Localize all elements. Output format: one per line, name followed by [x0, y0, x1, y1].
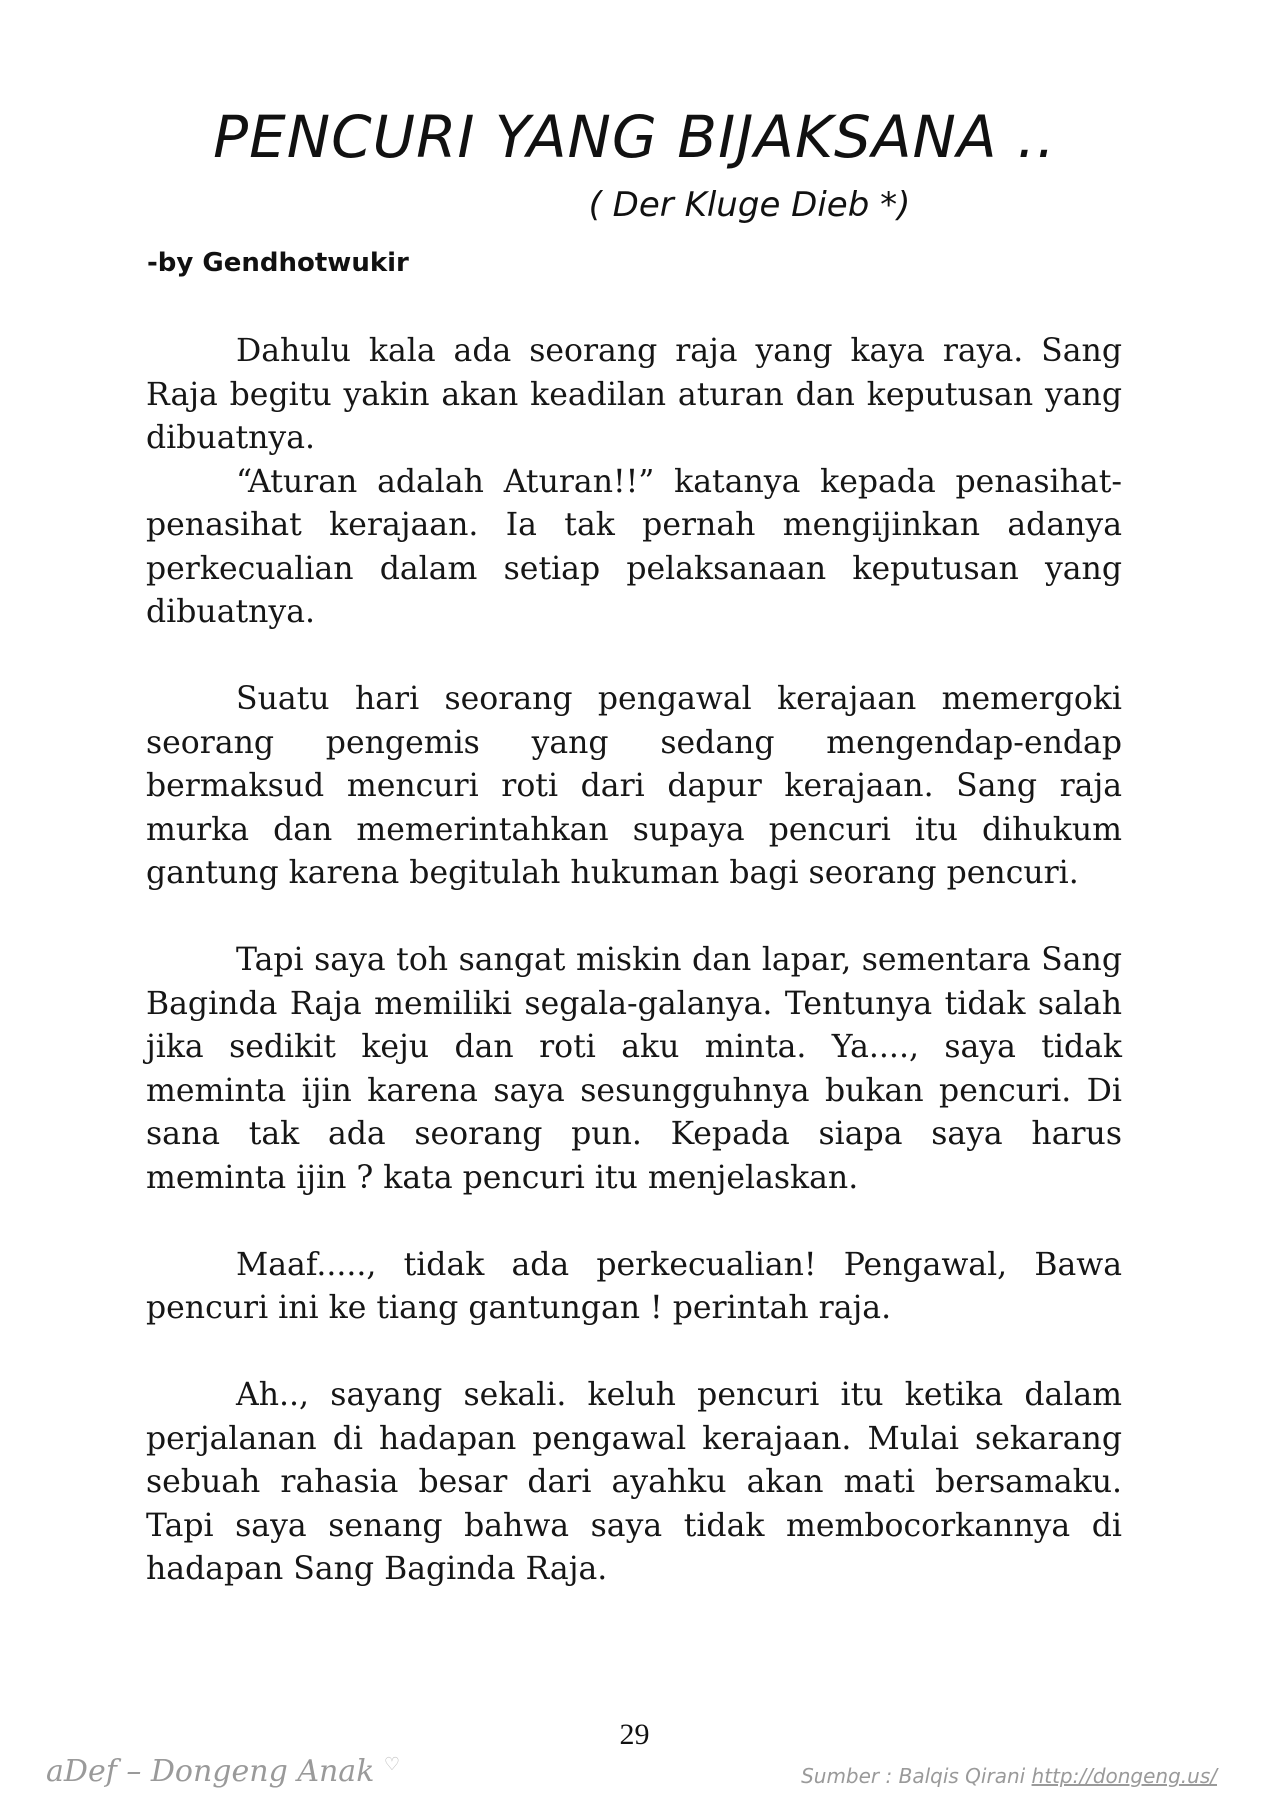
paragraph-1: Dahulu kala ada seorang raja yang kaya raya. Sang Raja begitu yakin akan keadilan aturan dan keputusan yang dibuatnya.	[146, 333, 1122, 456]
paragraph-4: Tapi saya toh sangat miskin dan lapar, sementara Sang Baginda Raja memiliki segala-galanya. Tentunya tidak salah jika sedikit keju dan roti aku minta. Ya...., saya tidak meminta ijin karena saya sesungguhnya bukan pencuri. Di sana tak ada seorang pun. Kepada siapa saya harus meminta ijin ? kata pencuri itu menjelaskan.	[146, 942, 1122, 1196]
story-title: PENCURI YANG BIJAKSANA ..	[213, 103, 1056, 171]
story-subtitle: ( Der Kluge Dieb *)	[588, 185, 911, 225]
paragraph-5: Maaf....., tidak ada perkecualian! Pengawal, Bawa pencuri ini ke tiang gantungan ! perintah raja.	[146, 1246, 1122, 1326]
author-byline: -by Gendhotwukir	[147, 248, 409, 278]
footer-brand-text: aDef – Dongeng Anak	[46, 1754, 375, 1789]
story-body	[146, 330, 1122, 1592]
footer-brand	[46, 1754, 400, 1789]
footer-source	[801, 1764, 1217, 1788]
page-number: 29	[619, 1718, 650, 1751]
source-label: Sumber : Balqis Qirani	[801, 1764, 1026, 1788]
paragraph-2: “Aturan adalah Aturan!!” katanya kepada penasihat-penasihat kerajaan. Ia tak pernah mengijinkan adanya perkecualian dalam setiap pelaksanaan keputusan yang dibuatnya.	[146, 463, 1122, 630]
paragraph-3: Suatu hari seorang pengawal kerajaan memergoki seorang pengemis yang sedang mengendap-endap bermaksud mencuri roti dari dapur kerajaan. Sang raja murka dan memerintahkan supaya pencuri itu dihukum gantung karena begitulah hukuman bagi seorang pencuri.	[146, 681, 1122, 891]
paragraph-6: Ah.., sayang sekali. keluh pencuri itu ketika dalam perjalanan di hadapan pengawal kerajaan. Mulai sekarang sebuah rahasia besar dari ayahku akan mati bersamaku. Tapi saya senang bahwa saya tidak membocorkannya di hadapan Sang Baginda Raja.	[146, 1377, 1122, 1587]
heart-icon: ♡	[383, 1754, 401, 1775]
source-link[interactable]: http://dongeng.us/	[1031, 1764, 1217, 1788]
